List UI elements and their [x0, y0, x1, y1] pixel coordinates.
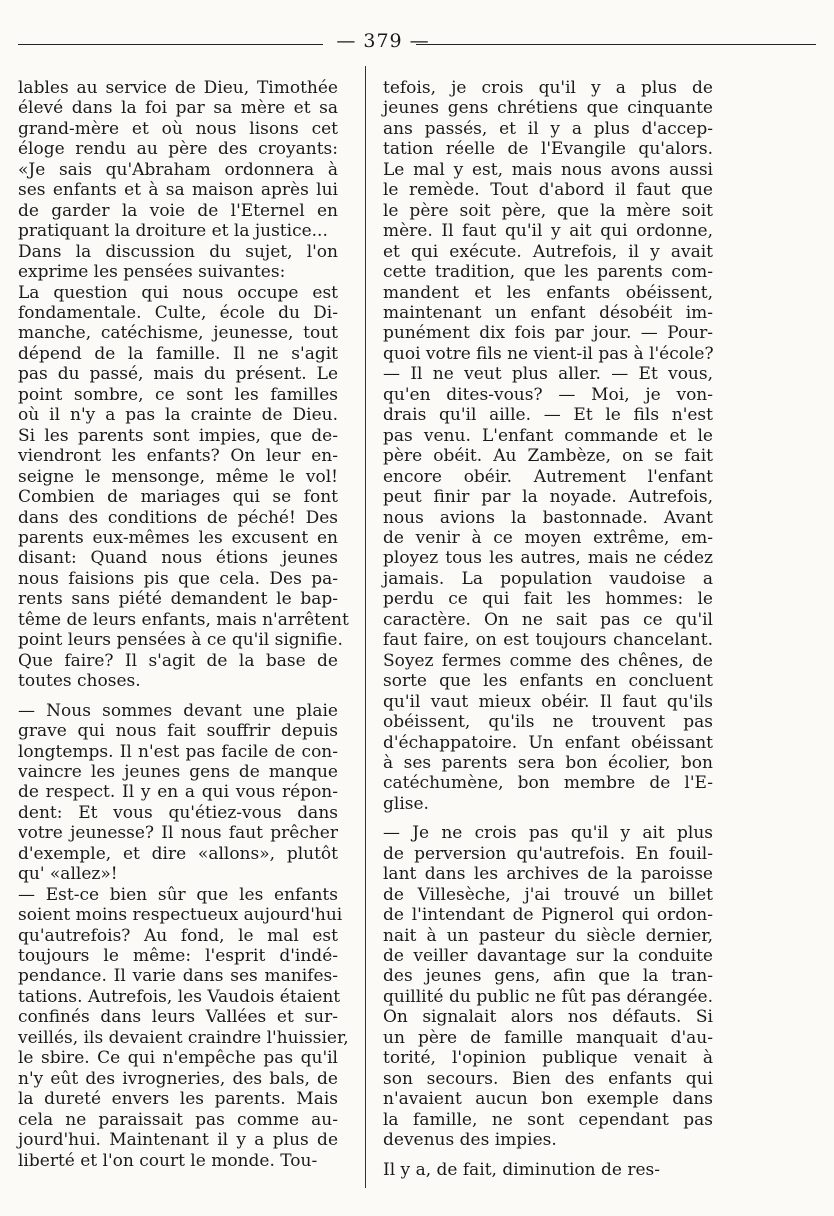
- text-line: seigne le mensonge, même le vol!: [18, 466, 338, 487]
- paragraph-gap: [383, 814, 713, 823]
- text-line: drais qu'il aille. — Et le fils n'est: [383, 405, 713, 426]
- text-line: obéissent, qu'ils ne trouvent pas: [383, 712, 713, 733]
- text-line: grave qui nous fait souffrir depuis: [18, 721, 338, 742]
- text-line: de Villesèche, j'ai trouvé un billet: [383, 884, 713, 905]
- text-line: lant dans les archives de la paroisse: [383, 864, 713, 885]
- text-line: éloge rendu au père des croyants:: [18, 139, 338, 160]
- text-line: parents eux-mêmes les excusent en: [18, 527, 338, 548]
- text-line: On signalait alors nos défauts. Si: [383, 1007, 713, 1028]
- header-rule-left: [18, 44, 323, 45]
- paragraph: [383, 78, 713, 814]
- text-line: «Je sais qu'Abraham ordonnera à: [18, 159, 338, 180]
- text-line: lables au service de Dieu, Timothée: [18, 78, 338, 98]
- text-line: des jeunes gens, afin que la tran-: [383, 966, 713, 987]
- text-line: jourd'hui. Maintenant il y a plus de: [18, 1130, 338, 1151]
- text-line: ses enfants et à sa maison après lui: [18, 180, 338, 201]
- text-line: pas du passé, mais du présent. Le: [18, 364, 338, 385]
- text-line: cela ne paraissait pas comme au-: [18, 1109, 338, 1130]
- text-line: tation réelle de l'Evangile qu'alors.: [383, 139, 713, 160]
- text-line: nait à un pasteur du siècle dernier,: [383, 925, 713, 946]
- text-line: exprime les pensées suivantes:: [18, 262, 286, 283]
- text-line: père obéit. Au Zambèze, on se fait: [383, 446, 713, 467]
- text-line: d'exemple, et dire «allons», plutôt: [18, 843, 338, 864]
- text-line: Combien de mariages qui se font: [18, 487, 338, 508]
- text-line: cette tradition, que les parents com-: [383, 262, 713, 283]
- text-line: pratiquant la droiture et la justice...: [18, 221, 328, 242]
- page-number: — 379 —: [336, 30, 430, 52]
- text-line: veillés, ils devaient craindre l'huissier,: [18, 1027, 349, 1048]
- text-line: perdu ce qui fait les hommes: le: [383, 589, 713, 610]
- text-line: vaincre les jeunes gens de manque: [18, 761, 338, 782]
- right-column: [383, 78, 713, 1180]
- column-divider: [365, 66, 366, 1188]
- text-line: ployez tous les autres, mais ne cédez: [383, 548, 713, 569]
- text-line: de garder la voie de l'Eternel en: [18, 200, 338, 221]
- text-line: la famille, ne sont cependant pas: [383, 1109, 713, 1130]
- text-line: nous avions la bastonnade. Avant: [383, 507, 713, 528]
- text-line: de veiller davantage sur la conduite: [383, 946, 713, 967]
- paragraph: [18, 701, 338, 885]
- text-line: rents sans piété demandent le bap-: [18, 589, 338, 610]
- paragraph: [18, 78, 338, 242]
- text-line: encore obéir. Autrement l'enfant: [383, 466, 713, 487]
- paragraph: [18, 282, 349, 692]
- text-line: glise.: [383, 793, 429, 814]
- text-line: fondamentale. Culte, école du Di-: [18, 302, 338, 323]
- text-line: à ses parents sera bon écolier, bon: [383, 752, 713, 773]
- paragraph: [18, 242, 338, 283]
- paragraph: [383, 823, 713, 1150]
- text-line: — Nous sommes devant une plaie: [18, 700, 338, 721]
- text-line: de perversion qu'autrefois. En fouil-: [383, 843, 713, 864]
- paragraph: [383, 1160, 713, 1180]
- text-line: où il n'y a pas la crainte de Dieu.: [18, 405, 338, 426]
- text-line: peut finir par la noyade. Autrefois,: [383, 487, 713, 508]
- text-line: mandent et les enfants obéissent,: [383, 282, 713, 303]
- text-line: maintenant un enfant désobéit im-: [383, 302, 713, 323]
- text-line: d'échappatoire. Un enfant obéissant: [383, 732, 713, 753]
- text-line: qu'en dites-vous? — Moi, je von-: [383, 384, 713, 405]
- text-line: sorte que les enfants en concluent: [383, 671, 713, 692]
- text-line: et qui exécute. Autrefois, il y avait: [383, 241, 713, 262]
- text-line: punément dix fois par jour. — Pour-: [383, 323, 713, 344]
- text-line: torité, l'opinion publique venait à: [383, 1048, 713, 1069]
- text-line: n'avaient aucun bon exemple dans: [383, 1089, 713, 1110]
- text-line: point sombre, ce sont les familles: [18, 384, 338, 405]
- text-line: qu'autrefois? Au fond, le mal est: [18, 925, 338, 946]
- text-line: — Est-ce bien sûr que les enfants: [18, 884, 338, 905]
- text-line: viendront les enfants? On leur en-: [18, 446, 338, 467]
- text-line: qu' «allez»!: [18, 864, 118, 885]
- text-line: qu'il vaut mieux obéir. Il faut qu'ils: [383, 691, 713, 712]
- text-line: son secours. Bien des enfants qui: [383, 1068, 713, 1089]
- paragraph: [18, 884, 349, 1171]
- text-line: nous faisions pis que cela. Des pa-: [18, 568, 338, 589]
- text-line: le remède. Tout d'abord il faut que: [383, 180, 713, 201]
- text-line: liberté et l'on court le monde. Tou-: [18, 1150, 318, 1171]
- header-rule-right: [416, 44, 816, 45]
- text-line: faut faire, on est toujours chancelant.: [383, 630, 713, 651]
- text-line: pendance. Il varie dans ses manifes-: [18, 966, 338, 987]
- paragraph-gap: [18, 692, 338, 701]
- text-line: longtemps. Il n'est pas facile de con-: [18, 741, 338, 762]
- text-line: dépend de la famille. Il ne s'agit: [18, 343, 338, 364]
- text-line: jeunes gens chrétiens que cinquante: [383, 98, 713, 119]
- text-line: toujours le même: l'esprit d'indé-: [18, 946, 338, 967]
- text-line: pas venu. L'enfant commande et le: [383, 425, 713, 446]
- text-line: dans des conditions de péché! Des: [18, 507, 338, 528]
- text-line: tations. Autrefois, les Vaudois étaient: [18, 986, 341, 1007]
- text-line: élevé dans la foi par sa mère et sa: [18, 98, 338, 119]
- text-line: — Il ne veut plus aller. — Et vous,: [383, 364, 713, 385]
- text-line: de venir à ce moyen extrême, em-: [383, 527, 713, 548]
- text-line: grand-mère et où nous lisons cet: [18, 118, 338, 139]
- text-line: quoi votre fils ne vient-il pas à l'école?: [383, 343, 714, 364]
- text-line: la dureté envers les parents. Mais: [18, 1089, 338, 1110]
- text-line: Il y a, de fait, diminution de res-: [383, 1159, 660, 1180]
- left-column: [18, 78, 349, 1171]
- text-line: La question qui nous occupe est: [18, 282, 338, 303]
- text-line: Le mal y est, mais nous avons aussi: [383, 159, 713, 180]
- page-header: [18, 28, 816, 60]
- text-line: Soyez fermes comme des chênes, de: [383, 650, 713, 671]
- text-line: votre jeunesse? Il nous faut prêcher: [18, 823, 338, 844]
- text-line: un père de famille manquait d'au-: [383, 1027, 713, 1048]
- text-line: de respect. Il y en a qui vous répon-: [18, 782, 338, 803]
- text-line: jamais. La population vaudoise a: [383, 568, 713, 589]
- text-line: disant: Quand nous étions jeunes: [18, 548, 338, 569]
- text-line: — Je ne crois pas qu'il y ait plus: [383, 823, 713, 844]
- text-line: quillité du public ne fût pas dérangée.: [383, 986, 713, 1007]
- text-line: point leurs pensées à ce qu'il signifie.: [18, 630, 343, 651]
- text-line: Si les parents sont impies, que de-: [18, 425, 338, 446]
- text-line: confinés dans leurs Vallées et sur-: [18, 1007, 338, 1028]
- text-line: tême de leurs enfants, mais n'arrêtent: [18, 609, 349, 630]
- paragraph-gap: [383, 1151, 713, 1160]
- text-line: le père soit père, que la mère soit: [383, 200, 713, 221]
- text-line: le sbire. Ce qui n'empêche pas qu'il: [18, 1048, 338, 1069]
- text-line: catéchumène, bon membre de l'E-: [383, 773, 713, 794]
- text-line: de l'intendant de Pignerol qui ordon-: [383, 905, 713, 926]
- text-line: devenus des impies.: [383, 1130, 557, 1151]
- text-line: Dans la discussion du sujet, l'on: [18, 241, 338, 262]
- text-line: manche, catéchisme, jeunesse, tout: [18, 323, 338, 344]
- text-line: Que faire? Il s'agit de la base de: [18, 650, 338, 671]
- text-line: ans passés, et il y a plus d'accep-: [383, 118, 713, 139]
- text-line: soient moins respectueux aujourd'hui: [18, 905, 343, 926]
- text-line: tefois, je crois qu'il y a plus de: [383, 78, 713, 98]
- text-line: n'y eût des ivrogneries, des bals, de: [18, 1068, 338, 1089]
- text-line: caractère. On ne sait pas ce qu'il: [383, 609, 713, 630]
- text-line: dent: Et vous qu'étiez-vous dans: [18, 802, 338, 823]
- text-line: mère. Il faut qu'il y ait qui ordonne,: [383, 221, 713, 242]
- text-line: toutes choses.: [18, 671, 141, 692]
